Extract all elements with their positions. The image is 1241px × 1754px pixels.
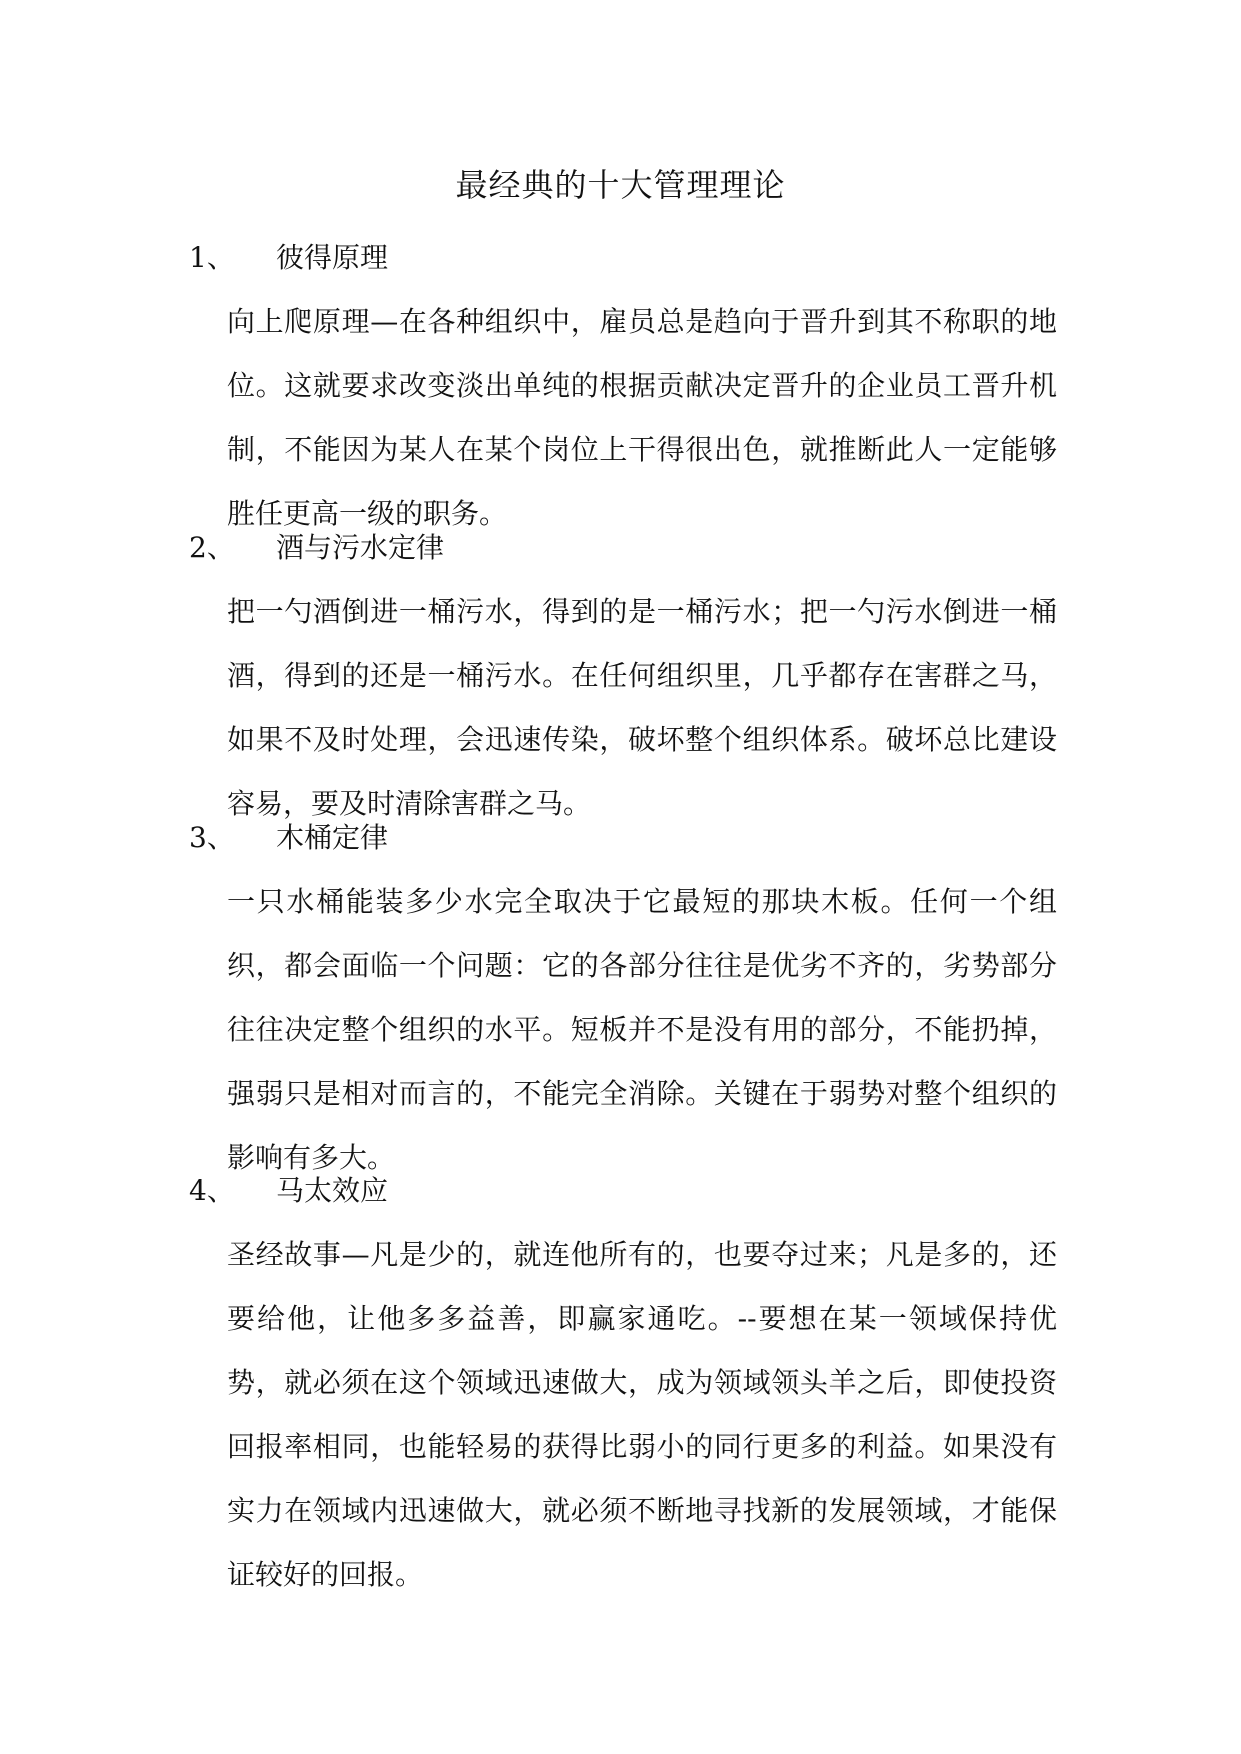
section-body: 向上爬原理—在各种组织中，雇员总是趋向于晋升到其不称职的地位。这就要求改变淡出单纯的根据贡献决定晋升的企业员工晋升机制，不能因为某人在某个岗位上干得很出色，就推断此人一定能够胜任更高一级的职务。 <box>227 305 1057 530</box>
section-number: 2、 <box>189 531 235 564</box>
section-number: 1、 <box>189 241 235 274</box>
section-peter-principle <box>0 230 1241 546</box>
section-title: 彼得原理 <box>276 241 389 274</box>
section-heading <box>0 520 1241 570</box>
section-heading <box>0 230 1241 280</box>
section-heading <box>0 1163 1241 1213</box>
section-wine-sewage-law <box>0 520 1241 836</box>
section-number: 4、 <box>189 1174 235 1207</box>
section-title: 酒与污水定律 <box>276 531 445 564</box>
section-title: 马太效应 <box>276 1174 389 1207</box>
section-body: 把一勺酒倒进一桶污水，得到的是一桶污水；把一勺污水倒进一桶酒，得到的还是一桶污水。在任何组织里，几乎都存在害群之马，如果不及时处理，会迅速传染，破坏整个组织体系。破坏总比建设容易，要及时清除害群之马。 <box>227 595 1057 820</box>
section-title: 木桶定律 <box>276 821 389 854</box>
section-heading <box>0 810 1241 860</box>
section-barrel-law <box>0 810 1241 1190</box>
section-body: 圣经故事—凡是少的，就连他所有的，也要夺过来；凡是多的，还要给他，让他多多益善，即赢家通吃。--要想在某一领域保持优势，就必须在这个领域迅速做大，成为领域领头羊之后，即使投资回报率相同，也能轻易的获得比弱小的同行更多的利益。如果没有实力在领域内迅速做大，就必须不断地寻找新的发展领域，才能保证较好的回报。 <box>227 1238 1057 1591</box>
page-title: 最经典的十大管理理论 <box>455 166 786 204</box>
section-body: 一只水桶能装多少水完全取决于它最短的那块木板。任何一个组织，都会面临一个问题：它的各部分往往是优劣不齐的，劣势部分往往决定整个组织的水平。短板并不是没有用的部分，不能扔掉，强弱只是相对而言的，不能完全消除。关键在于弱势对整个组织的影响有多大。 <box>227 885 1057 1174</box>
section-number: 3、 <box>189 821 235 854</box>
section-matthew-effect <box>0 1163 1241 1607</box>
